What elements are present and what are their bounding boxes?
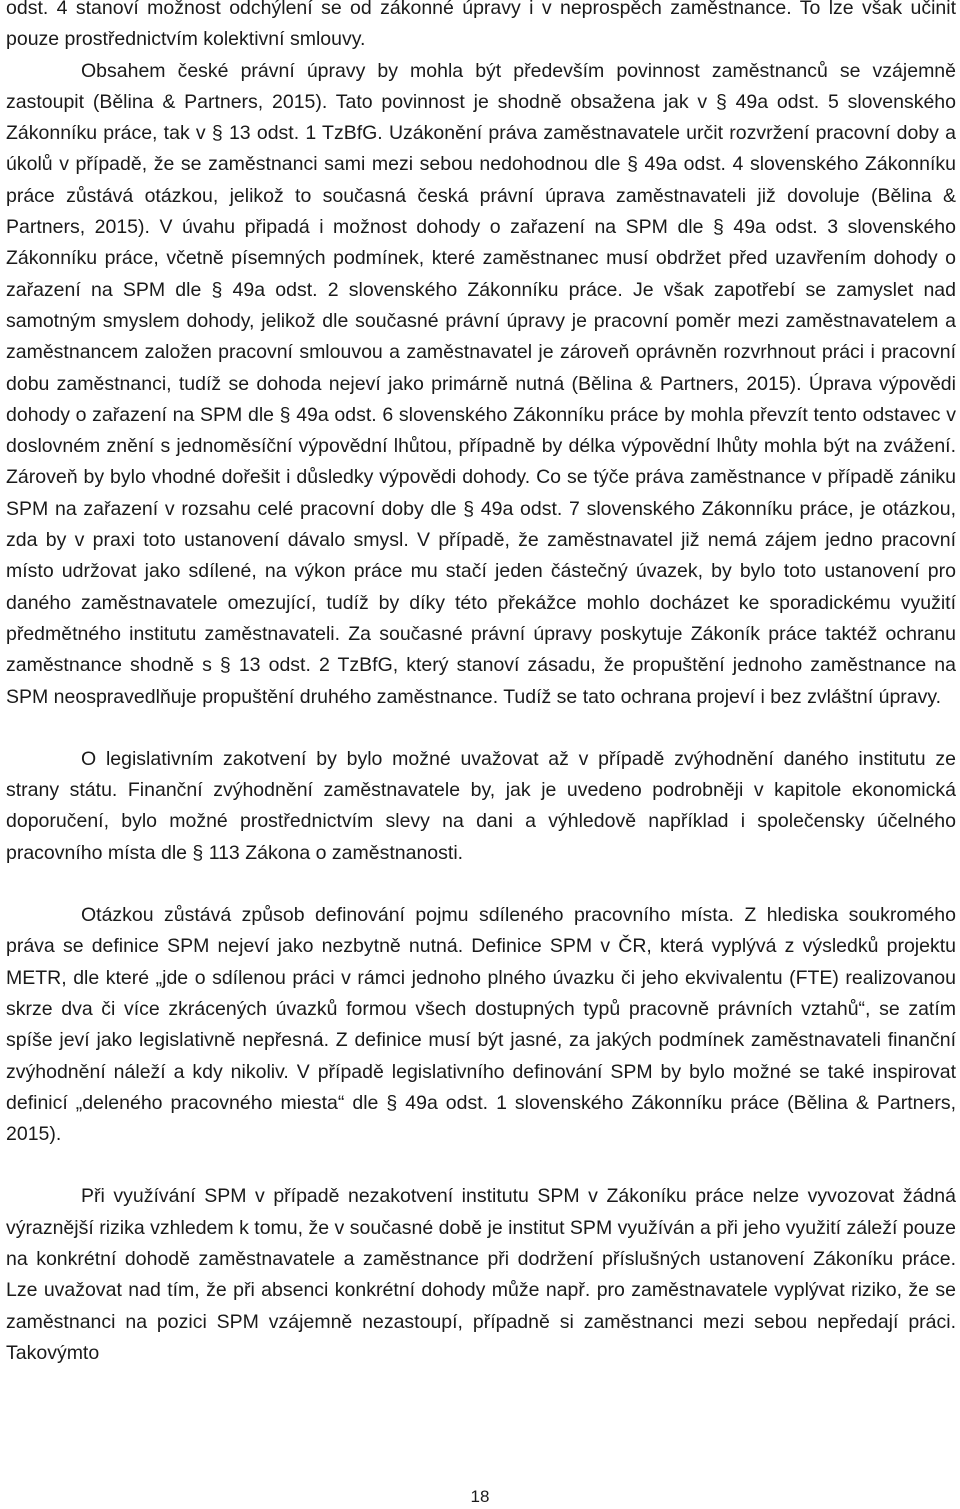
paragraph-czech-legislation: Obsahem české právní úpravy by mohla být především povinnost zaměstnanců se vzájemně zastoupit (Bělina & Partners, 2015). Tato povinnost je shodně obsažena jak v § 49a odst. 5 slovenského Zákonníku práce, tak v § 13 odst. 1 TzBfG. Uzákonění práva zaměstnavatele určit rozvržení pracovní doby a úkolů v případě, že se zaměstnanci sami mezi sebou nedohodnou dle § 49a odst. 4 slovenského Zákonníku práce zůstává otázkou, jelikož to současná česká právní úprava zaměstnavateli již dovoluje (Bělina & Partners, 2015). V úvahu připadá i možnost dohody o zařazení na SPM dle § 49a odst. 3 slovenského Zákonníku práce, včetně písemných podmínek, které zaměstnanec musí obdržet před uzavřením dohody o zařazení na SPM dle § 49a odst. 2 slovenského Zákonníku práce. Je však zapotřebí se zamyslet nad samotným smyslem dohody, jelikož dle současné právní úpravy je pracovní poměr mezi zaměstnavatelem a zaměstnancem založen pracovní smlouvou a zaměstnavatel je zároveň oprávněn rozvrhnout práci i pracovní dobu zaměstnanci, tudíž se dohoda nejeví jako primárně nutná (Bělina & Partners, 2015). Úprava výpovědi dohody o zařazení na SPM dle § 49a odst. 6 slovenského Zákonníku práce by mohla převzít tento odstavec v doslovném znění s jednoměsíční výpovědní lhůtou, případně by délka výpovědní lhůty mohla být na zvážení. Zároveň by bylo vhodné dořešit i důsledky výpovědi dohody. Co se týče práva zaměstnance v případě zániku SPM na zařazení v rozsahu celé pracovní doby dle § 49a odst. 7 slovenského Zákonníku práce, je otázkou, zda by v praxi toto ustanovení dávalo smysl. V případě, že zaměstnavatel již nemá zájem jedno pracovní místo udržovat jako sdílené, na výkon práce mu stačí jeden částečný úvazek, by bylo toto ustanovení pro daného zaměstnavatele omezující, tudíž by díky této překážce mohlo docházet ke sporadickému využití předmětného institutu zaměstnavateli. Za současné právní úpravy poskytuje Zákoník práce taktéž ochranu zaměstnance shodně s § 13 odst. 2 TzBfG, který stanoví zásadu, že propuštění jednoho zaměstnance na SPM neospravedlňuje propuštění druhého zaměstnance. Tudíž se tato ochrana projeví i bez zvláštní úpravy. xyxy=(6,59,956,708)
paragraph-risks: Při využívání SPM v případě nezakotvení institutu SPM v Zákoníku práce nelze vyvozovat žádná výraznější rizika vzhledem k tomu, že v současné době je institut SPM využíván a při jeho využití záleží pouze na konkrétní dohodě zaměstnavatele a zaměstnance při dodržení příslušných ustanovení Zákoníku práce. Lze uvažovat nad tím, že při absenci konkrétní dohody může např. pro zaměstnavatele vyplývat riziko, že se zaměstnanci na pozici SPM vzájemně nezastoupí, případně si zaměstnanci mezi sebou nepředají práci. Takovýmto xyxy=(6,1185,956,1364)
body-text xyxy=(6,0,956,1369)
paragraph-legislative-anchoring: O legislativním zakotvení by bylo možné uvažovat až v případě zvýhodnění daného institutu ze strany státu. Finanční zvýhodnění zaměstnavatele by, jak je uvedeno podrobněji v kapitole ekonomická doporučení, bylo možné prostřednictvím slevy na dani a výhledově například i společensky účelného pracovního místa dle § 113 Zákona o zaměstnanosti. xyxy=(6,747,956,864)
paragraph-continuation: odst. 4 stanoví možnost odchýlení se od zákonné úpravy i v neprospěch zaměstnance. To lze však učinit pouze prostřednictvím kolektivní smlouvy. xyxy=(6,0,956,51)
page-number: 18 xyxy=(470,1487,490,1506)
paragraph-definition: Otázkou zůstává způsob definování pojmu sdíleného pracovního místa. Z hlediska soukromého práva se definice SPM nejeví jako nezbytně nutná. Definice SPM v ČR, která vyplývá z výsledků projektu METR, dle které „jde o sdílenou práci v rámci jednoho plného úvazku či jeho ekvivalentu (FTE) realizovanou skrze dva či více zkrácených úvazků formou všech dostupných typů pracovně právních vztahů“, se zatím spíše jeví jako legislativně nepřesná. Z definice musí být jasné, za jakých podmínek zaměstnavateli finanční zvýhodnění náleží a kdy nikoliv. V případě legislativního definování SPM by bylo možné se také inspirovat definicí „deleného pracovného miesta“ dle § 49a odst. 1 slovenského Zákonníku práce (Bělina & Partners, 2015). xyxy=(6,904,956,1146)
